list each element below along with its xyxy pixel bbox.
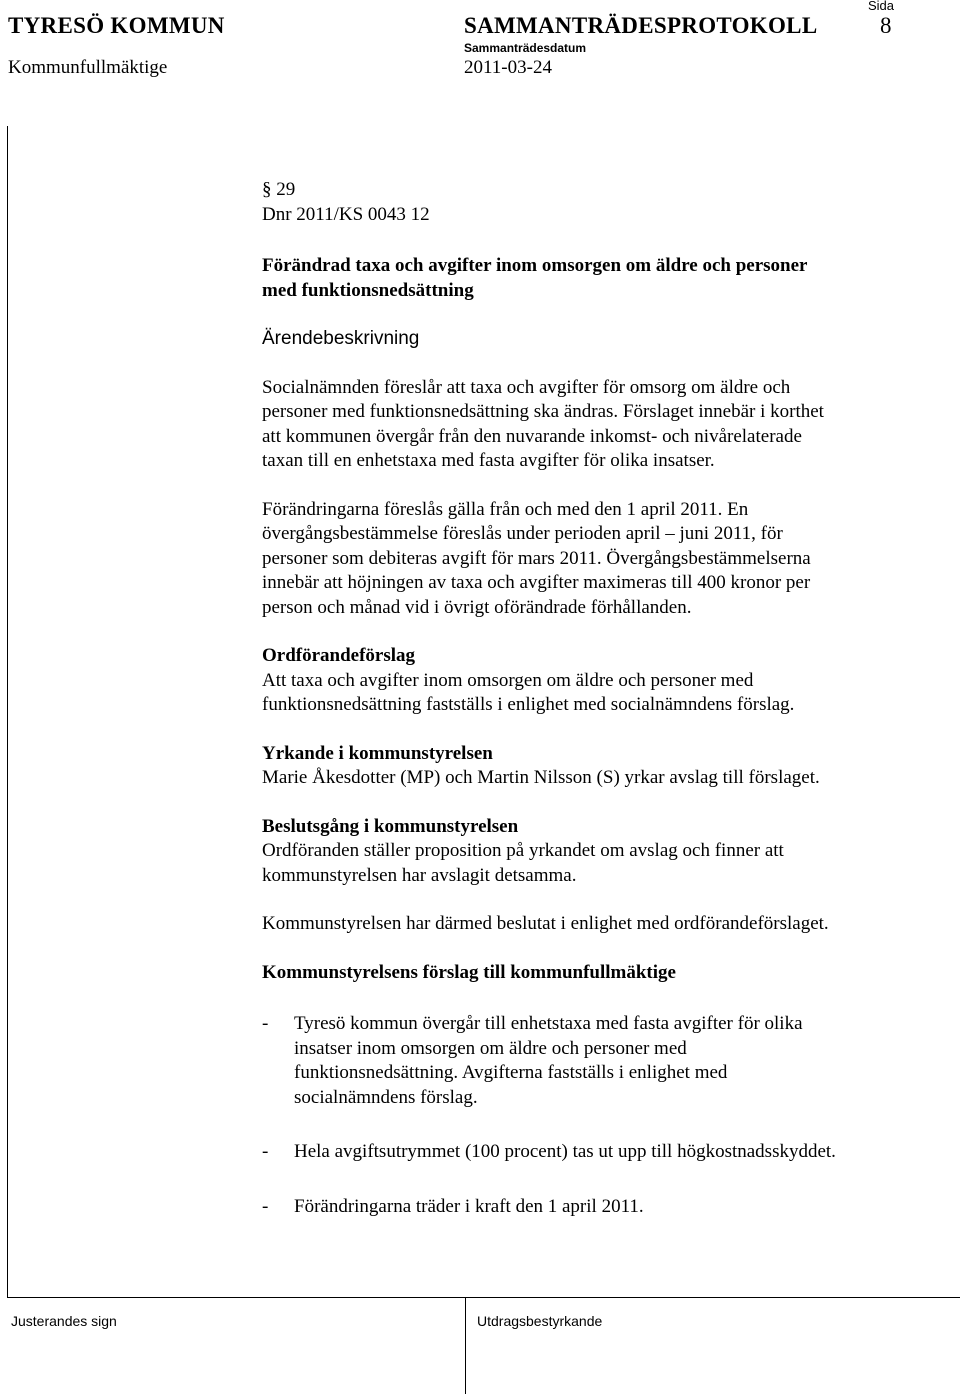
list-dash: - [262, 1195, 269, 1217]
utdragsbestyrkande-label: Utdragsbestyrkande [477, 1313, 603, 1329]
beslutsgang-line2: kommunstyrelsen har avslagit detsamma. [262, 864, 577, 886]
list-item-1-line1: Tyresö kommun övergår till enhetstaxa med fasta avgifter för olika [294, 1013, 803, 1034]
arende-para2-line5: person och månad vid i övrigt oförändrade förhållanden. [262, 596, 692, 618]
meeting-date: 2011-03-24 [464, 57, 552, 78]
org-name: TYRESÖ KOMMUN [8, 13, 225, 38]
yrkande-line1: Marie Åkesdotter (MP) och Martin Nilsson (S) yrkar avslag till förslaget. [262, 767, 820, 788]
arende-para2-line4: innebär att höjningen av taxa och avgifter maximeras till 400 kronor per [262, 572, 811, 593]
forslag-heading: Kommunstyrelsens förslag till kommunfullmäktige [262, 961, 676, 983]
case-title-line-2: med funktionsnedsättning [262, 279, 474, 301]
list-dash: - [262, 1141, 269, 1162]
arende-para2-line3: personer som debiteras avgift för mars 2011. Övergångsbestämmelserna [262, 547, 811, 569]
left-border-line [7, 126, 8, 1298]
list-item [262, 1140, 942, 1165]
ordforande-line2: funktionsnedsättning fastställs i enlighet med socialnämndens förslag. [262, 694, 795, 715]
list-item [262, 1195, 942, 1220]
list-item-2-line1: Hela avgiftsutrymmet (100 procent) tas ut upp till högkostnadsskyddet. [294, 1141, 836, 1162]
date-label: Sammanträdesdatum [464, 41, 587, 55]
page-label: Sida [868, 0, 895, 13]
list-item-1-line3: funktionsnedsättning. Avgifterna fastställs i enlighet med [294, 1062, 728, 1083]
list-item-1-line4: socialnämndens förslag. [294, 1086, 478, 1108]
document-type: SAMMANTRÄDESPROTOKOLL [464, 13, 818, 38]
list-item-3-line1: Förändringarna träder i kraft den 1 april 2011. [294, 1195, 644, 1217]
document-body [262, 178, 942, 1219]
justerandes-sign-label: Justerandes sign [11, 1313, 117, 1329]
ordforande-line1: Att taxa och avgifter inom omsorgen om äldre och personer med [262, 669, 754, 691]
list-item-1-line2: insatser inom omsorgen om äldre och personer med [294, 1037, 687, 1059]
arende-para2-line1: Förändringarna föreslås gälla från och med den 1 april 2011. En [262, 498, 749, 520]
yrkande-heading: Yrkande i kommunstyrelsen [262, 742, 493, 764]
beslutsgang-heading: Beslutsgång i kommunstyrelsen [262, 815, 519, 837]
arende-para1-line4: taxan till en enhetstaxa med fasta avgifter för olika insatser. [262, 450, 715, 471]
paragraph-number: § 29 [262, 179, 296, 200]
ordforande-heading: Ordförandeförslag [262, 645, 416, 666]
case-title-line-1: Förändrad taxa och avgifter inom omsorgen om äldre och personer [262, 255, 808, 276]
arende-heading: Ärendebeskrivning [262, 328, 420, 349]
diarienummer: Dnr 2011/KS 0043 12 [262, 203, 430, 225]
footer-divider-line [7, 1297, 960, 1298]
beslutsgang-line3: Kommunstyrelsen har därmed beslutat i enlighet med ordförandeförslaget. [262, 913, 829, 934]
page-number: 8 [880, 13, 892, 38]
arende-para1-line1: Socialnämnden föreslår att taxa och avgifter för omsorg om äldre och [262, 376, 791, 398]
footer-column-divider [465, 1297, 466, 1394]
list-item [262, 1012, 942, 1110]
list-dash: - [262, 1013, 269, 1034]
arende-para2-line2: övergångsbestämmelse föreslås under perioden april – juni 2011, för [262, 523, 783, 544]
arende-para1-line2: personer med funktionsnedsättning ska ändras. Förslaget innebär i korthet [262, 401, 824, 422]
arende-para1-line3: att kommunen övergår från den nuvarande inkomst- och nivårelaterade [262, 425, 802, 447]
meeting-body: Kommunfullmäktige [8, 57, 168, 78]
beslutsgang-line1: Ordföranden ställer proposition på yrkandet om avslag och finner att [262, 840, 784, 861]
